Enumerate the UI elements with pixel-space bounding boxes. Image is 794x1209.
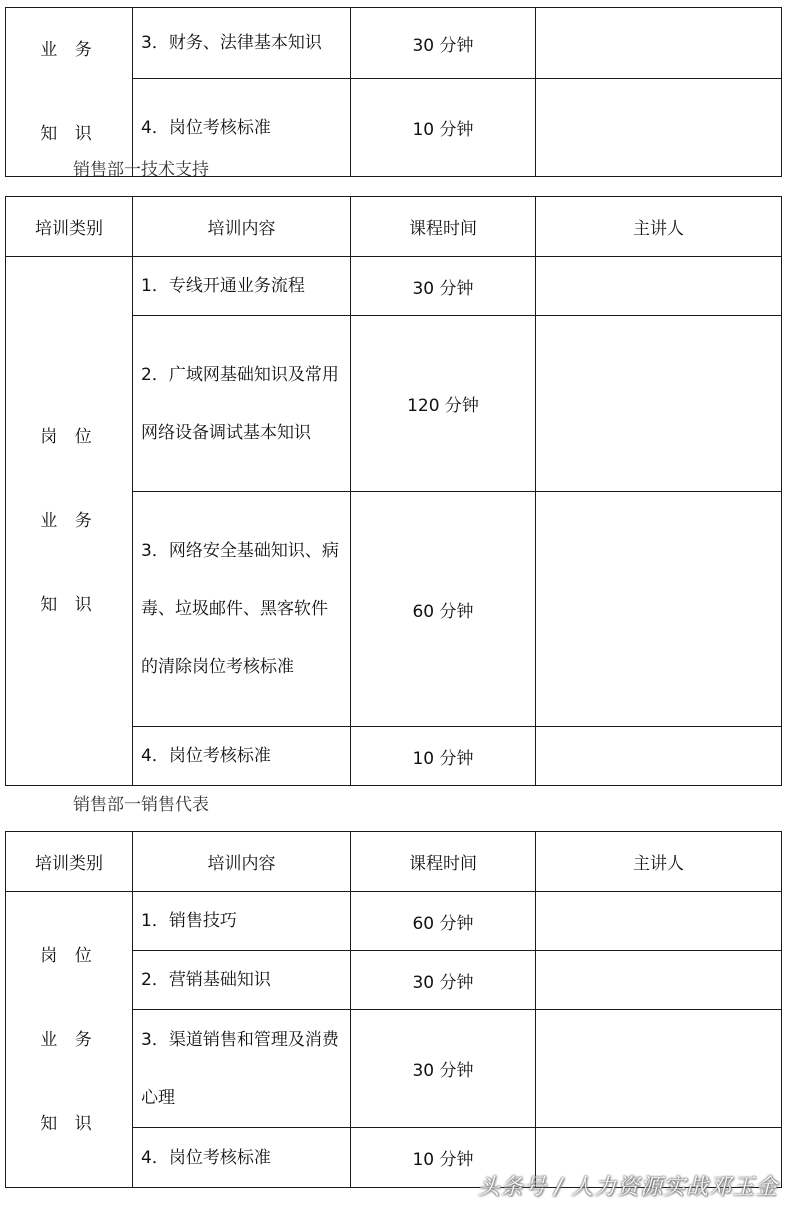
lecturer-cell: [536, 316, 782, 492]
category-line: 岗 位: [40, 945, 98, 966]
time-cell: 120 分钟: [351, 316, 536, 492]
section-title: 销售部一销售代表: [73, 795, 209, 815]
lecturer-cell: [536, 892, 782, 951]
category-line: 业 务: [40, 40, 98, 60]
content-cell: 4．岗位考核标准: [133, 79, 351, 177]
table-row: [6, 8, 782, 79]
time-cell: 60 分钟: [351, 892, 536, 951]
table-row: [6, 892, 782, 951]
content-cell: 4．岗位考核标准: [133, 727, 351, 786]
time-cell: 30 分钟: [351, 257, 536, 316]
lecturer-cell: [536, 951, 782, 1010]
content-cell: 3．渠道销售和管理及消费心理: [133, 1010, 351, 1128]
category-cell: [6, 8, 133, 177]
category-cell: [6, 257, 133, 786]
training-table-sales-rep: [5, 831, 782, 1188]
content-cell: 3．财务、法律基本知识: [133, 8, 351, 79]
lecturer-cell: [536, 257, 782, 316]
time-cell: 60 分钟: [351, 492, 536, 727]
content-cell: 1．销售技巧: [133, 892, 351, 951]
time-cell: 30 分钟: [351, 1010, 536, 1128]
category-line: 业 务: [40, 511, 98, 531]
lecturer-cell: [536, 1010, 782, 1128]
content-cell: 1．专线开通业务流程: [133, 257, 351, 316]
time-cell: 10 分钟: [351, 79, 536, 177]
header-time: 课程时间: [351, 197, 536, 257]
training-table-continued: [5, 7, 782, 177]
category-line: 业 务: [40, 1029, 98, 1050]
content-cell: 2．营销基础知识: [133, 951, 351, 1010]
header-lecturer: 主讲人: [536, 197, 782, 257]
content-cell: 2．广域网基础知识及常用网络设备调试基本知识: [133, 316, 351, 492]
header-category: 培训类别: [6, 832, 133, 892]
lecturer-cell: [536, 727, 782, 786]
table-row: [6, 257, 782, 316]
content-cell: 4．岗位考核标准: [133, 1128, 351, 1188]
category-line: 岗 位: [40, 427, 98, 447]
time-cell: 30 分钟: [351, 8, 536, 79]
content-cell: 3．网络安全基础知识、病毒、垃圾邮件、黑客软件的清除岗位考核标准: [133, 492, 351, 727]
watermark-text: 头条号 / 人力资源实战邓玉金: [477, 1175, 778, 1200]
header-lecturer: 主讲人: [536, 832, 782, 892]
category-cell: [6, 892, 133, 1188]
header-category: 培训类别: [6, 197, 133, 257]
header-time: 课程时间: [351, 832, 536, 892]
header-content: 培训内容: [133, 197, 351, 257]
category-line: 知 识: [40, 124, 98, 144]
time-cell: 30 分钟: [351, 951, 536, 1010]
section-title: 销售部一技术支持: [73, 160, 209, 180]
training-table-tech-support: [5, 196, 782, 786]
time-cell: 10 分钟: [351, 1128, 536, 1188]
table-header-row: [6, 832, 782, 892]
lecturer-cell: [536, 79, 782, 177]
category-line: 知 识: [40, 1113, 98, 1134]
category-line: 知 识: [40, 595, 98, 615]
time-cell: 10 分钟: [351, 727, 536, 786]
lecturer-cell: [536, 8, 782, 79]
header-content: 培训内容: [133, 832, 351, 892]
lecturer-cell: [536, 492, 782, 727]
table-header-row: [6, 197, 782, 257]
